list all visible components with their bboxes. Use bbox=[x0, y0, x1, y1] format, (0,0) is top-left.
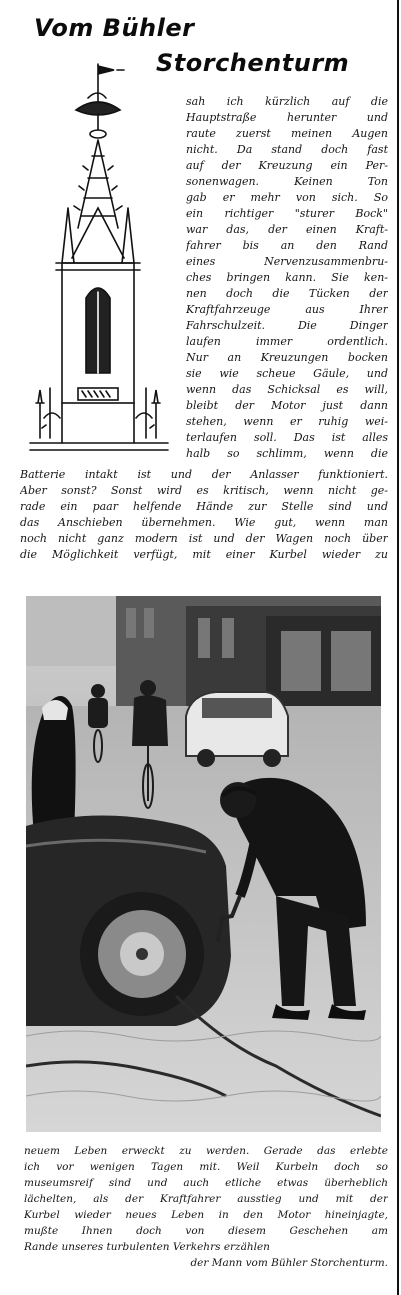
text-line: wenn das Schicksal es will, bbox=[186, 383, 388, 396]
text-line: rade ein paar helfende Hände zur Stelle sind und bbox=[20, 500, 388, 513]
text-line: Fahrschulzeit. Die Dinger bbox=[186, 319, 388, 332]
text-line: fahrer bis an den Rand bbox=[186, 239, 388, 252]
text-line: sonenwagen. Keinen Ton bbox=[186, 175, 388, 188]
text-line: auf der Kreuzung ein Per- bbox=[186, 159, 388, 172]
text-line: Nur an Kreuzungen bocken bbox=[186, 351, 388, 364]
text-line: das Anschieben übernehmen. Wie gut, wenn man bbox=[20, 516, 388, 529]
article-full-width-block bbox=[20, 467, 388, 563]
text-line: halb so schlimm, wenn die bbox=[186, 447, 388, 460]
text-line: bleibt der Motor just dann bbox=[186, 399, 388, 412]
text-line: lächelten, als der Kraftfahrer ausstieg und mit der bbox=[24, 1193, 388, 1205]
text-line: ich vor wenigen Tagen mit. Weil Kurbeln doch so bbox=[24, 1161, 388, 1173]
text-line: ches bringen kann. Sie ken- bbox=[186, 271, 388, 284]
text-line: sah ich kürzlich auf die bbox=[186, 95, 388, 108]
storchenturm-illustration bbox=[22, 58, 174, 458]
text-line: die Möglichkeit verfügt, mit einer Kurbel wieder zu bbox=[20, 548, 388, 561]
text-line: nen doch die Tücken der bbox=[186, 287, 388, 300]
article-closing-block bbox=[24, 1143, 388, 1255]
headline-line-1: Vom Bühler bbox=[34, 14, 195, 42]
text-line: war das, der einen Kraft- bbox=[186, 223, 388, 236]
text-line: sie wie scheue Gäule, und bbox=[186, 367, 388, 380]
article-column-right bbox=[186, 94, 388, 462]
column-rule bbox=[397, 0, 399, 1295]
text-line: neuem Leben erweckt zu werden. Gerade das erlebte bbox=[24, 1145, 388, 1157]
text-line: raute zuerst meinen Augen bbox=[186, 127, 388, 140]
text-line: Batterie intakt ist und der Anlasser funktioniert. bbox=[20, 468, 388, 481]
text-line: terlaufen soll. Das ist alles bbox=[186, 431, 388, 444]
text-line: Rande unseres turbulenten Verkehrs erzählen bbox=[24, 1241, 270, 1253]
text-line: Aber sonst? Sonst wird es kritisch, wenn nicht ge- bbox=[20, 484, 388, 497]
text-line: stehen, wenn er ruhig wei- bbox=[186, 415, 388, 428]
author-signature: der Mann vom Bühler Storchenturm. bbox=[190, 1257, 388, 1269]
text-line: museumsreif sind und auch etliche etwas überheblich bbox=[24, 1177, 388, 1189]
text-line: Kurbel wieder neues Leben in den Motor hineinjagte, bbox=[24, 1209, 388, 1221]
text-line: noch nicht ganz modern ist und der Wagen noch über bbox=[20, 532, 388, 545]
text-line: nicht. Da stand doch fast bbox=[186, 143, 388, 156]
street-photograph bbox=[26, 596, 381, 1132]
text-line: Hauptstraße herunter und bbox=[186, 111, 388, 124]
text-line: gab er mehr von sich. So bbox=[186, 191, 388, 204]
text-line: ein richtiger "sturer Bock" bbox=[186, 207, 388, 220]
text-line: mußte Ihnen doch von diesem Geschehen am bbox=[24, 1225, 388, 1237]
headline-line-2: Storchenturm bbox=[156, 49, 350, 77]
text-line: laufen immer ordentlich. bbox=[186, 335, 388, 348]
text-line: eines Nervenzusammenbru- bbox=[186, 255, 388, 268]
text-line: Kraftfahrzeuge aus Ihrer bbox=[186, 303, 388, 316]
